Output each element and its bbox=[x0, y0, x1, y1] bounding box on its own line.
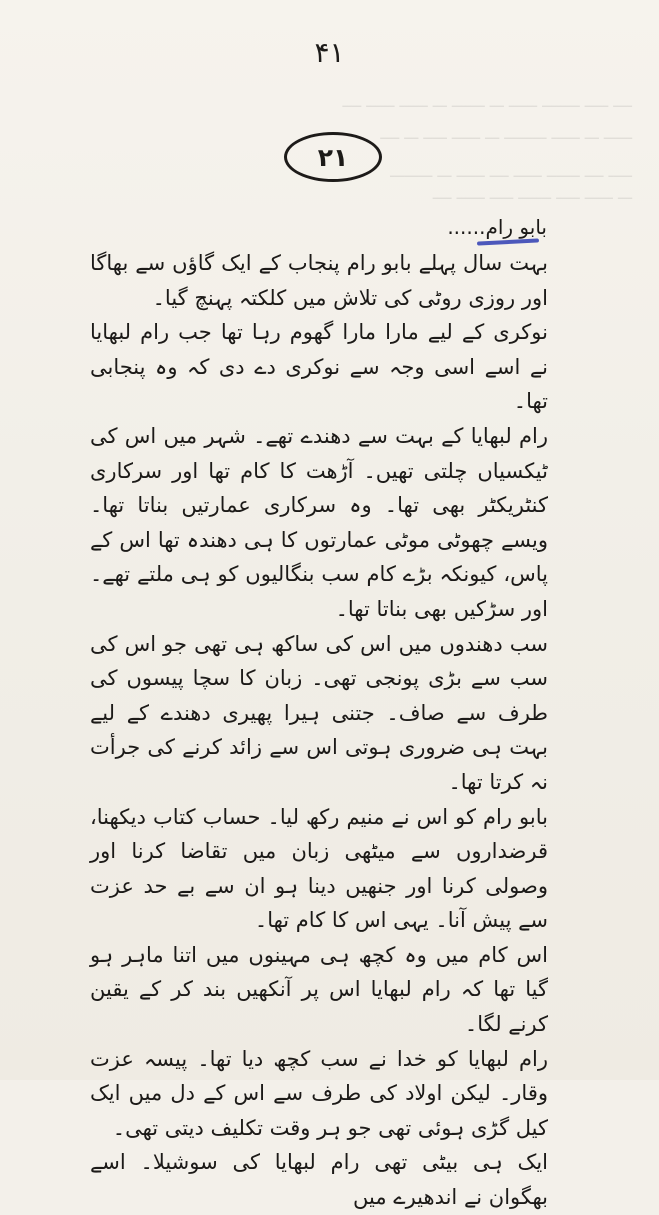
body-text bbox=[90, 246, 548, 1215]
chapter-number: ۲۱ bbox=[317, 142, 349, 172]
bleed-through-text: ـــ ــــــ ـــــ ـــــــ ـــــ ــــــ ــــ bbox=[432, 184, 632, 203]
paragraph: بابو رام کو اس نے منیم رکھ لیا۔ حساب کتاب دیکھنا، قرضداروں سے میٹھی زبان میں تقاضا کرنا اور وصولی کرنا اور جنھیں دینا ہو ان سے بے حد عزت سے پیش آنا۔ یہی اس کا کام تھا۔ bbox=[90, 804, 548, 933]
paragraph: سب دھندوں میں اس کی ساکھ ہی تھی جو اس کی سب سے بڑی پونجی تھی۔ زبان کا سچا پیسوں کی طرف سے صاف۔ جتنی ہیرا پھیری دھندے کے لیے بہت ہی ضروری ہوتی اس سے زائد کرنے کی جرأت نہ کرتا تھا۔ bbox=[90, 631, 548, 794]
bleed-through-text: ــــــ ـــ ــــــ ـــــــــ ـــ ــــــ ـــــ ـــ ــــ bbox=[380, 124, 632, 143]
paragraph: نوکری کے لیے مارا مارا گھوم رہا تھا جب رام لبھایا نے اسے اسی وجہ سے نوکری دے دی کہ وہ پنجابی تھا۔ bbox=[90, 320, 548, 414]
paragraph: بہت سال پہلے بابو رام پنجاب کے ایک گاؤں سے بھاگا اور روزی روٹی کی تلاش میں کلکتہ پہنچ گیا۔ bbox=[90, 251, 548, 310]
paragraph: رام لبھایا کو خدا نے سب کچھ دیا تھا۔ پیسہ عزت وقار۔ لیکن اولاد کی طرف سے اس کے دل میں ایک کیل گڑی ہوئی تھی جو ہر وقت تکلیف دیتی تھی۔ bbox=[90, 1046, 548, 1140]
bleed-through-text: ـــــ ــــ ـــــــ ــــــ ــــ ــــــ ـــ ـــــــــ bbox=[390, 162, 632, 181]
section-heading: بابو رام...... bbox=[447, 215, 547, 239]
bleed-through-text: ــــ ـــــ ــــــــ ــــــ ـــ ـــــــ ـــ ــــــ ــــــ ــــ bbox=[342, 92, 632, 111]
chapter-number-badge bbox=[284, 132, 382, 182]
page-number: ۴۱ bbox=[314, 36, 345, 69]
paragraph: رام لبھایا کے بہت سے دھندے تھے۔ شہر میں اس کی ٹیکسیاں چلتی تھیں۔ آڑھت کا کام تھا اور سرکاری کنٹریکٹر بھی تھا۔ وہ سرکاری عمارتیں بناتا تھا۔ ویسے چھوٹی موٹی عمارتوں کا ہی دھندہ تھا اس کے پاس، کیونکہ بڑے کام سب بنگالیوں کو ہی ملتے تھے۔ اور سڑکیں بھی بناتا تھا۔ bbox=[90, 423, 548, 621]
paragraph: اس کام میں وہ کچھ ہی مہینوں میں اتنا ماہر ہو گیا تھا کہ رام لبھایا اس پر آنکھیں بند کر کے یقین کرنے لگا۔ bbox=[90, 942, 548, 1037]
paragraph: ایک ہی بیٹی تھی رام لبھایا کی سوشیلا۔ اسے بھگوان نے اندھیرے میں bbox=[90, 1150, 548, 1210]
